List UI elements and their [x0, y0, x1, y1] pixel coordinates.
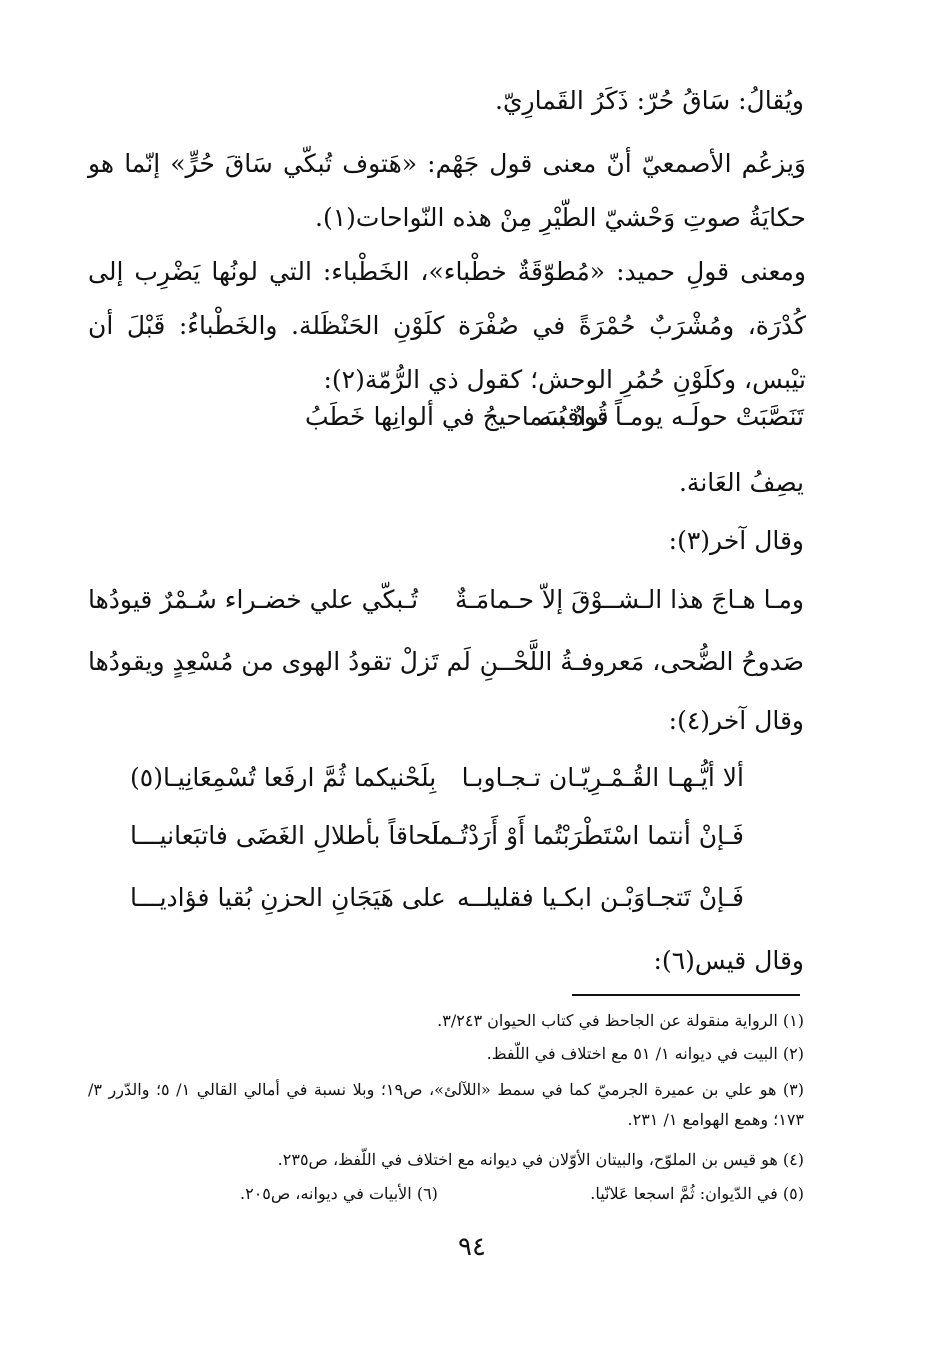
page-number: ٩٤ — [458, 1232, 486, 1262]
text-line: يصِفُ العَانة. — [678, 468, 804, 497]
verse-hemistich-first: ومـا هـاجَ هذا الـشــوْقَ إلاّ حـمامَـةٌ — [455, 585, 804, 614]
paragraph: ومعنى قولِ حميد: «مُطوّقَةٌ خطْباء»، الخَطْباء: التي لونُها يَضْرِب إلى كُدْرَة، ومُشْرَبٌ حُمْرَةً في صُفْرَة كلَوْنِ الحَنْظَلة. والخَطْباءُ: قَبْلَ أن تيْبس، وكلَوْنِ حُمُرِ الوحش؛ كقول ذي الرُّمّة(٢): — [88, 257, 806, 394]
verse-hemistich-first: فَـإنْ أنتما اسْتَطْرَبْتُما أَوْ أَرَدْتُـما — [431, 821, 744, 850]
footnote: (٥) في الدّيوان: ثُمَّ اسجعا عَلانّيا. — [590, 1184, 804, 1203]
text-line: ويُقالُ: سَاقُ حُرّ: ذَكَرُ القَمارِيّ. — [495, 86, 804, 115]
footnote: (٢) البيت في ديوانه ١/ ٥١ مع اختلاف في اللّفظ. — [486, 1044, 804, 1063]
footnote-separator — [572, 994, 800, 996]
footnote: (٣) هو علي بن عميرة الجرميّ كما في سمط «اللآلئ»، ص١٩؛ وبلا نسبة في أمالي القالي ١/ ٥؛ والدّرر ٣/ ١٧٣؛ وهمع الهوامع ١/ ٢٣١. — [88, 1080, 805, 1129]
paragraph: وَيزعُم الأصمعيّ أنّ معنى قول جَهْم: «هَتوف تُبكّي سَاقَ حُرٍّ» إنّما هو حكايَةُ صوتِ وَحْشيّ الطّيْرِ مِنْ هذه النّواحات(١). — [88, 149, 806, 232]
text-line: وقال آخر(٤): — [668, 706, 804, 735]
verse-hemistich-first: تَنَصَّبَتْ حولَـه يومـاً تراقبُـه — [539, 402, 804, 431]
verse-hemistich-second: بِلَحْنيكما ثُمَّ ارفَعا تُسْمِعَانِيـا(٥) — [130, 763, 437, 792]
verse-hemistich-second: تُـبكّي علي خضـراء سُـمْرٌ قيودُها — [88, 585, 419, 614]
text-line: وقال آخر(٣): — [668, 526, 804, 555]
verse-hemistich-second: لَحاقاً بأطلالِ الغَضَى فاتبَعانيـــا — [130, 821, 440, 850]
footnote: (٦) الأبيات في ديوانه، ص٢٠٥. — [240, 1184, 438, 1203]
verse-hemistich-second: قُودٌ سَماحيجُ في ألوانِها خَطَبُ — [305, 402, 609, 431]
text-line: وقال قيس(٦): — [653, 946, 804, 975]
footnote: (٤) هو قيس بن الملوّح، والبيتان الأوّلان في ديوانه مع اختلاف في اللّفظ، ص٢٣٥. — [277, 1150, 804, 1169]
verse-hemistich-second: لَم تَزلْ تقودُ الهوى من مُسْعِدٍ ويقودُها — [88, 647, 471, 676]
verse-hemistich-first: صَدوحُ الضُّحى، مَعروفـةُ اللَّحْــنِ — [479, 647, 804, 676]
verse-hemistich-second: على هَيَجَانِ الحزنِ بُقيا فؤاديـــا — [130, 883, 446, 912]
verse-hemistich-first: ألا أيُّـهـا القُـمْـرِيّـان تـجـاوبـا — [461, 763, 744, 792]
verse-hemistich-first: فَـإنْ تَتجـاوَبْـن ابكـيا فقليلــه — [457, 883, 744, 912]
footnote: (١) الرواية منقولة عن الجاحظ في كتاب الحيوان ٣/٢٤٣. — [437, 1011, 804, 1030]
